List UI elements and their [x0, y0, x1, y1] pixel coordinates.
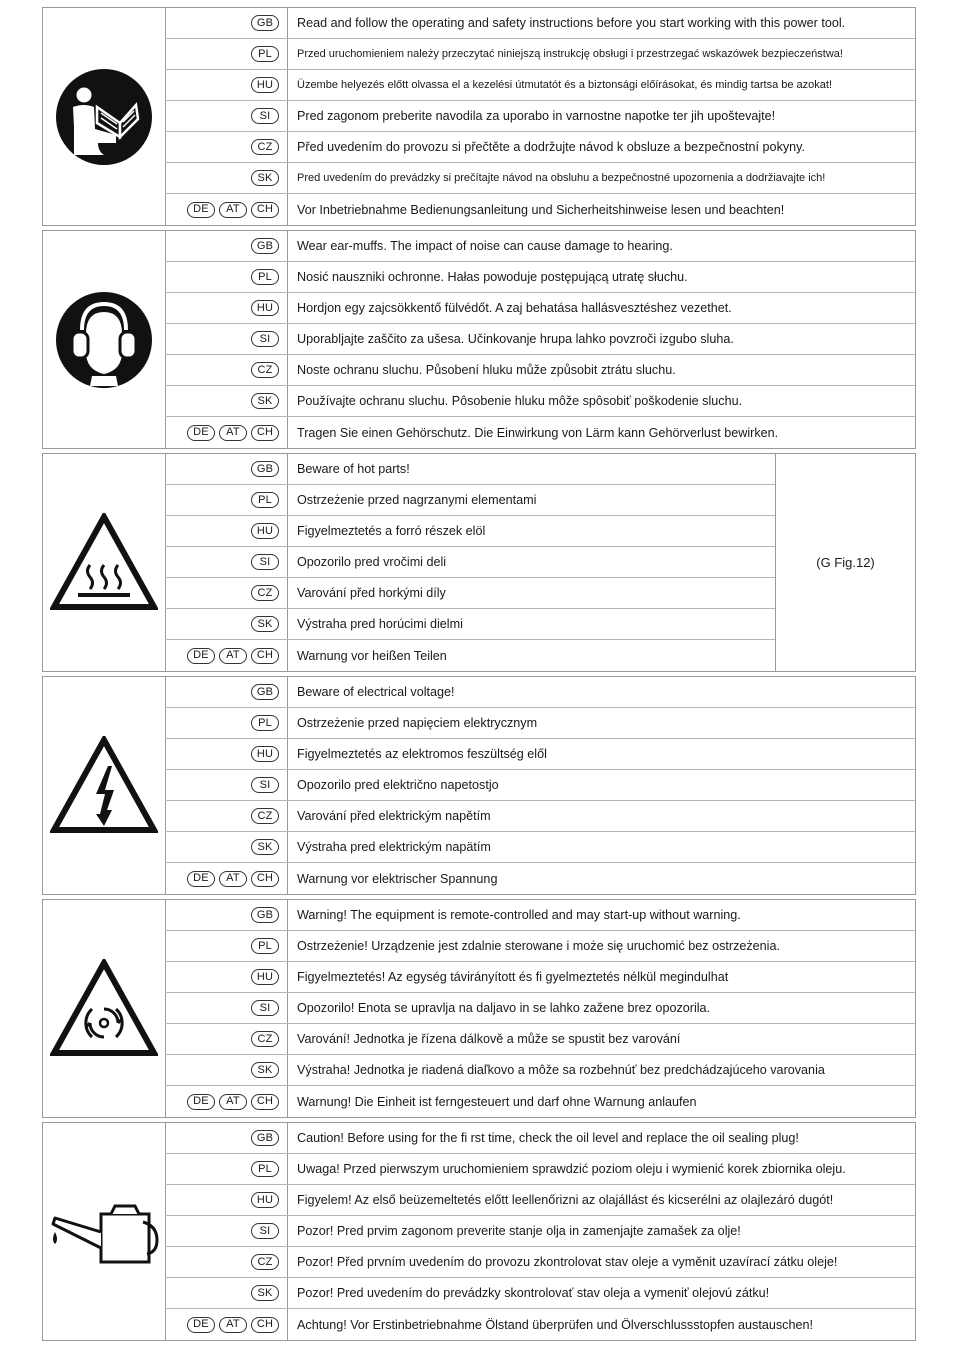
language-code-badge: HU	[251, 969, 279, 985]
translation-text: Wear ear-muffs. The impact of noise can cause damage to hearing.	[297, 239, 673, 253]
language-code-badge: CZ	[251, 139, 279, 155]
translation-text: Výstraha pred horúcimi dielmi	[297, 617, 463, 631]
translation-text: Varování! Jednotka je řízena dálkově a může se spustit bez varování	[297, 1032, 681, 1046]
translation-row	[165, 993, 915, 1024]
translation-row	[165, 101, 915, 132]
symbol-block	[42, 1122, 916, 1341]
language-code-badge: PL	[251, 46, 279, 62]
language-code-badge: GB	[251, 907, 279, 923]
language-code-badge: CZ	[251, 1031, 279, 1047]
symbol-block	[42, 453, 916, 672]
translation-text: Uwaga! Przed pierwszym uruchomieniem sprawdzić poziom oleju i wymienić korek zbiornika oleju.	[297, 1162, 846, 1176]
translation-row	[165, 931, 915, 962]
language-codes	[165, 262, 288, 292]
translation-row	[165, 1278, 915, 1309]
language-code-badge: PL	[251, 938, 279, 954]
language-code-badge: DE	[187, 648, 215, 664]
translation-row	[165, 194, 915, 225]
translation-row	[165, 739, 915, 770]
language-code-badge: SI	[251, 331, 279, 347]
language-codes	[165, 1185, 288, 1215]
translation-row	[165, 801, 915, 832]
translation-row	[165, 8, 915, 39]
language-code-badge: HU	[251, 746, 279, 762]
language-code-badge: AT	[219, 871, 247, 887]
language-codes	[165, 1055, 288, 1085]
language-codes	[165, 739, 288, 769]
translation-text: Ostrzeżenie przed nagrzanymi elementami	[297, 493, 537, 507]
language-codes	[165, 1154, 288, 1184]
symbol-block	[42, 899, 916, 1118]
language-code-badge: SK	[251, 616, 279, 632]
language-codes	[165, 163, 288, 193]
language-code-badge: GB	[251, 238, 279, 254]
language-code-badge: CZ	[251, 808, 279, 824]
language-codes	[165, 677, 288, 707]
translation-row	[165, 70, 915, 101]
language-codes	[165, 293, 288, 323]
language-codes	[165, 962, 288, 992]
translation-row	[165, 231, 915, 262]
language-code-badge: SI	[251, 1223, 279, 1239]
translation-text: Varování před elektrickým napětím	[297, 809, 491, 823]
figure-reference: (G Fig.12)	[775, 454, 915, 671]
language-codes	[165, 1086, 288, 1117]
translation-text: Warnung vor elektrischer Spannung	[297, 871, 498, 886]
translation-text: Read and follow the operating and safety instructions before you start working with this power tool.	[297, 16, 846, 30]
language-code-badge: HU	[251, 77, 279, 93]
symbol-cell	[43, 900, 166, 1117]
translation-row	[165, 677, 915, 708]
translation-text: Figyelmeztetés! Az egység távirányított és fi gyelmeztetés nélkül megindulhat	[297, 970, 729, 984]
language-code-badge: AT	[219, 1094, 247, 1110]
translation-row	[165, 547, 776, 578]
language-codes	[165, 993, 288, 1023]
language-codes	[165, 101, 288, 131]
language-code-badge: CZ	[251, 585, 279, 601]
symbol-block	[42, 676, 916, 895]
language-code-badge: CH	[251, 648, 279, 664]
language-code-badge: SI	[251, 777, 279, 793]
symbol-cell	[43, 8, 166, 225]
language-code-badge: HU	[251, 1192, 279, 1208]
language-code-badge: GB	[251, 461, 279, 477]
translation-row	[165, 1123, 915, 1154]
symbol-block	[42, 7, 916, 226]
translation-row	[165, 417, 915, 448]
translation-text: Achtung! Vor Erstinbetriebnahme Ölstand überprüfen und Ölverschlussstopfen austauschen!	[297, 1317, 813, 1332]
language-code-badge: CZ	[251, 362, 279, 378]
translation-text: Opozorilo pred vročimi deli	[297, 555, 447, 569]
symbol-cell	[43, 231, 166, 448]
language-codes	[165, 770, 288, 800]
translation-text: Používajte ochranu sluchu. Pôsobenie hluku môže spôsobiť poškodenie sluchu.	[297, 394, 743, 408]
language-code-badge: CH	[251, 425, 279, 441]
translation-text: Warning! The equipment is remote-controlled and may start-up without warning.	[297, 908, 741, 922]
translation-text: Nosić nauszniki ochronne. Hałas powoduje postępującą utratę słuchu.	[297, 270, 688, 284]
translation-row	[165, 293, 915, 324]
symbol-cell	[43, 1123, 166, 1340]
translation-row	[165, 262, 915, 293]
language-codes	[165, 132, 288, 162]
translation-text: Warnung vor heißen Teilen	[297, 648, 447, 663]
translation-row	[165, 1055, 915, 1086]
translation-row	[165, 640, 776, 671]
automatic-start-warning-icon	[50, 959, 158, 1059]
language-codes	[165, 1024, 288, 1054]
language-codes	[165, 1216, 288, 1246]
language-code-badge: AT	[219, 648, 247, 664]
translation-text: Caution! Before using for the fi rst time, check the oil level and replace the oil sealing plug!	[297, 1131, 799, 1145]
translation-row	[165, 832, 915, 863]
language-codes	[165, 516, 288, 546]
language-codes	[165, 194, 288, 225]
translation-row	[165, 355, 915, 386]
translation-text: Warnung! Die Einheit ist ferngesteuert und darf ohne Warnung anlaufen	[297, 1094, 697, 1109]
translation-row	[165, 454, 776, 485]
language-code-badge: DE	[187, 1094, 215, 1110]
language-codes	[165, 324, 288, 354]
language-code-badge: PL	[251, 492, 279, 508]
translation-row	[165, 1086, 915, 1117]
language-code-badge: SK	[251, 1285, 279, 1301]
language-codes	[165, 609, 288, 639]
language-codes	[165, 1123, 288, 1153]
translation-text: Výstraha! Jednotka je riadená diaľkovo a môže sa rozbehnúť bez predchádzajúceho varovania	[297, 1063, 825, 1077]
language-code-badge: SK	[251, 393, 279, 409]
language-code-badge: CH	[251, 871, 279, 887]
translation-row	[165, 1309, 915, 1340]
language-codes	[165, 801, 288, 831]
symbol-cell	[43, 454, 166, 671]
symbol-cell	[43, 677, 166, 894]
language-codes	[165, 832, 288, 862]
language-code-badge: SK	[251, 1062, 279, 1078]
translation-text: Üzembe helyezés előtt olvassa el a kezelési útmutatót és a biztonsági előírásokat, és mindig tartsa be azokat!	[297, 79, 833, 91]
read-manual-icon	[54, 67, 154, 167]
electrical-voltage-warning-icon	[50, 736, 158, 836]
translation-text: Vor Inbetriebnahme Bedienungsanleitung und Sicherheitshinweise lesen und beachten!	[297, 202, 785, 217]
language-code-badge: CH	[251, 202, 279, 218]
language-codes	[165, 417, 288, 448]
translation-row	[165, 1185, 915, 1216]
language-code-badge: SI	[251, 1000, 279, 1016]
language-codes	[165, 454, 288, 484]
translations-list	[165, 454, 776, 671]
language-codes	[165, 485, 288, 515]
translation-row	[165, 1024, 915, 1055]
translation-text: Pred zagonom preberite navodila za uporabo in varnostne napotke ter jih upoštevajte!	[297, 109, 776, 123]
language-codes	[165, 231, 288, 261]
translation-row	[165, 163, 915, 194]
language-codes	[165, 863, 288, 894]
translation-row	[165, 770, 915, 801]
translation-text: Pozor! Pred prvim zagonom preverite stanje olja in zamenjajte zamašek za olje!	[297, 1224, 741, 1238]
translation-text: Výstraha pred elektrickým napätím	[297, 840, 491, 854]
translation-row	[165, 1247, 915, 1278]
translation-text: Figyelmeztetés a forró részek elöl	[297, 524, 486, 538]
translation-row	[165, 962, 915, 993]
language-code-badge: HU	[251, 523, 279, 539]
language-codes	[165, 578, 288, 608]
language-codes	[165, 386, 288, 416]
language-code-badge: SK	[251, 170, 279, 186]
translation-text: Przed uruchomieniem należy przeczytać niniejszą instrukcję obsługi i przestrzegać wskazówek bezpieczeństwa!	[297, 48, 843, 60]
translation-text: Pozor! Pred uvedením do prevádzky skontrolovať stav oleja a vymeniť olejovú zátku!	[297, 1286, 770, 1300]
symbol-block	[42, 230, 916, 449]
language-codes	[165, 900, 288, 930]
ear-protection-icon	[54, 290, 154, 390]
translations-list	[165, 1123, 915, 1340]
translation-text: Uporabljajte zaščito za ušesa. Učinkovanje hrupa lahko povzroči izgubo sluha.	[297, 332, 734, 346]
language-code-badge: PL	[251, 715, 279, 731]
language-code-badge: DE	[187, 1317, 215, 1333]
translation-row	[165, 1154, 915, 1185]
language-code-badge: AT	[219, 1317, 247, 1333]
language-code-badge: HU	[251, 300, 279, 316]
language-codes	[165, 8, 288, 38]
translation-row	[165, 485, 776, 516]
language-code-badge: GB	[251, 684, 279, 700]
translation-row	[165, 578, 776, 609]
translation-row	[165, 609, 776, 640]
translation-text: Před uvedením do provozu si přečtěte a dodržujte návod k obsluze a bezpečnostní pokyny.	[297, 140, 806, 154]
language-code-badge: PL	[251, 1161, 279, 1177]
language-code-badge: AT	[219, 202, 247, 218]
translation-text: Beware of electrical voltage!	[297, 685, 455, 699]
language-code-badge: CZ	[251, 1254, 279, 1270]
translation-text: Figyelmeztetés az elektromos feszültség elől	[297, 747, 547, 761]
translation-text: Varování před horkými díly	[297, 586, 446, 600]
language-code-badge: CH	[251, 1094, 279, 1110]
translations-list	[165, 231, 915, 448]
language-codes	[165, 1309, 288, 1340]
translation-text: Opozorilo! Enota se upravlja na daljavo in se lahko zažene brez opozorila.	[297, 1001, 711, 1015]
language-code-badge: DE	[187, 202, 215, 218]
translation-text: Figyelem! Az első beüzemeltetés előtt leellenőrizni az olajállást és kicserélni az olajlezáró dugót!	[297, 1193, 834, 1207]
language-code-badge: SK	[251, 839, 279, 855]
translation-text: Tragen Sie einen Gehörschutz. Die Einwirkung von Lärm kann Gehörverlust bewirken.	[297, 425, 779, 440]
language-codes	[165, 70, 288, 100]
translation-row	[165, 863, 915, 894]
translation-text: Ostrzeżenie! Urządzenie jest zdalnie sterowane i może się uruchomić bez ostrzeżenia.	[297, 939, 780, 953]
translations-list	[165, 8, 915, 225]
language-code-badge: AT	[219, 425, 247, 441]
translations-list	[165, 677, 915, 894]
language-code-badge: SI	[251, 554, 279, 570]
oil-can-icon	[49, 1192, 159, 1272]
translation-text: Hordjon egy zajcsökkentő fülvédőt. A zaj behatása hallásvesztéshez vezethet.	[297, 301, 732, 315]
language-codes	[165, 640, 288, 671]
language-codes	[165, 708, 288, 738]
hot-surface-warning-icon	[50, 513, 158, 613]
language-codes	[165, 1278, 288, 1308]
translation-row	[165, 132, 915, 163]
translations-list	[165, 900, 915, 1117]
translation-text: Beware of hot parts!	[297, 462, 410, 476]
language-code-badge: SI	[251, 108, 279, 124]
language-code-badge: GB	[251, 15, 279, 31]
translation-row	[165, 708, 915, 739]
translation-row	[165, 324, 915, 355]
language-codes	[165, 547, 288, 577]
translation-text: Opozorilo pred električno napetostjo	[297, 778, 499, 792]
language-codes	[165, 1247, 288, 1277]
language-codes	[165, 39, 288, 69]
language-code-badge: GB	[251, 1130, 279, 1146]
translation-row	[165, 386, 915, 417]
translation-text: Pozor! Před prvním uvedením do provozu zkontrolovat stav oleje a vyměnit uzavírací zátku oleje!	[297, 1255, 838, 1269]
language-code-badge: PL	[251, 269, 279, 285]
translation-row	[165, 516, 776, 547]
translation-row	[165, 39, 915, 70]
language-codes	[165, 355, 288, 385]
translation-row	[165, 900, 915, 931]
translation-text: Pred uvedením do prevádzky si prečítajte návod na obsluhu a bezpečnostné upozornenia a dodržiavajte ich!	[297, 172, 826, 184]
translation-row	[165, 1216, 915, 1247]
translation-text: Ostrzeżenie przed napięciem elektrycznym	[297, 716, 538, 730]
translation-text: Noste ochranu sluchu. Působení hluku může způsobit ztrátu sluchu.	[297, 363, 676, 377]
language-code-badge: DE	[187, 871, 215, 887]
language-code-badge: DE	[187, 425, 215, 441]
language-codes	[165, 931, 288, 961]
language-code-badge: CH	[251, 1317, 279, 1333]
